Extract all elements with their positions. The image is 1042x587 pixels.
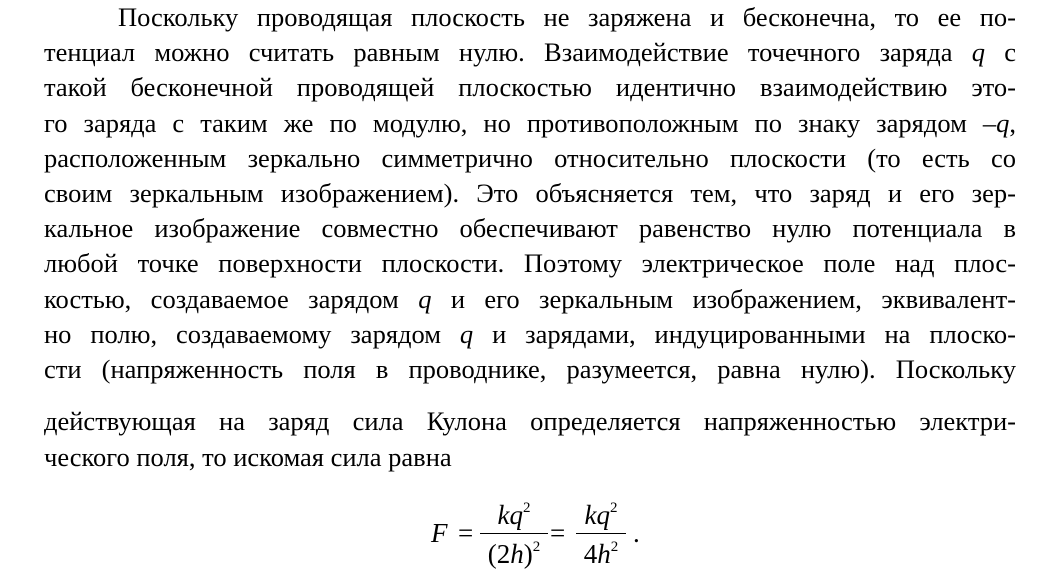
- paragraph1-line-5: расположенным зеркально симметрично относительно плоскости (то есть со: [44, 142, 1016, 173]
- fraction-1: [480, 500, 548, 571]
- formula-equals-2: =: [550, 518, 566, 548]
- paragraph2-line-2: ческого поля, то искомая сила равна: [44, 442, 452, 472]
- fraction-2-denominator: $4h^2$: [583, 539, 619, 569]
- paragraph1-line-3: такой бесконечной проводящей плоскостью идентично взаимодействию это-: [44, 72, 1016, 103]
- fraction-1-denominator: $(2h)^2$: [487, 539, 541, 569]
- paragraph1-line-11: сти (напряженность поля в проводнике, разумеется, равна нулю). Поскольку: [44, 354, 1016, 384]
- paragraph2-line-1: действующая на заряд сила Кулона определяется напряженностью электри-: [44, 406, 1016, 436]
- paragraph1-line-2: тенциал можно считать равным нулю. Взаимодействие точечного заряда q с: [44, 37, 1016, 68]
- paragraph1-line-1: Поскольку проводящая плоскость не заряжена и бесконечна, то ее по-: [118, 2, 1016, 32]
- fraction-1-bar: [480, 533, 548, 534]
- fraction-2-numerator: $kq^2$: [584, 500, 618, 530]
- force-formula: [428, 494, 668, 584]
- paragraph1-line-9: костью, создаваемое зарядом q и его зеркальным изображением, эквивалент-: [44, 283, 1016, 314]
- fraction-2-bar: [576, 533, 626, 534]
- paragraph1-line-4: го заряда с таким же по модулю, но противоположным по знаку зарядом –q,: [44, 107, 1016, 138]
- paragraph1-line-6: своим зеркальным изображением). Это объясняется тем, что заряд и его зер-: [44, 178, 1016, 208]
- formula-period: .: [633, 518, 640, 548]
- fraction-2: [576, 500, 626, 571]
- fraction-1-numerator: $kq^2$: [497, 500, 531, 530]
- paragraph1-line-10: но полю, создаваемому зарядом q и зарядами, индуцированными на плоско-: [44, 318, 1016, 349]
- formula-equals-1: =: [458, 518, 474, 548]
- paragraph1-line-8: любой точке поверхности плоскости. Поэтому электрическое поле над плос-: [44, 248, 1016, 279]
- formula-lhs: F: [431, 518, 448, 548]
- paragraph1-line-7: кальное изображение совместно обеспечивают равенство нулю потенциала в: [44, 213, 1016, 244]
